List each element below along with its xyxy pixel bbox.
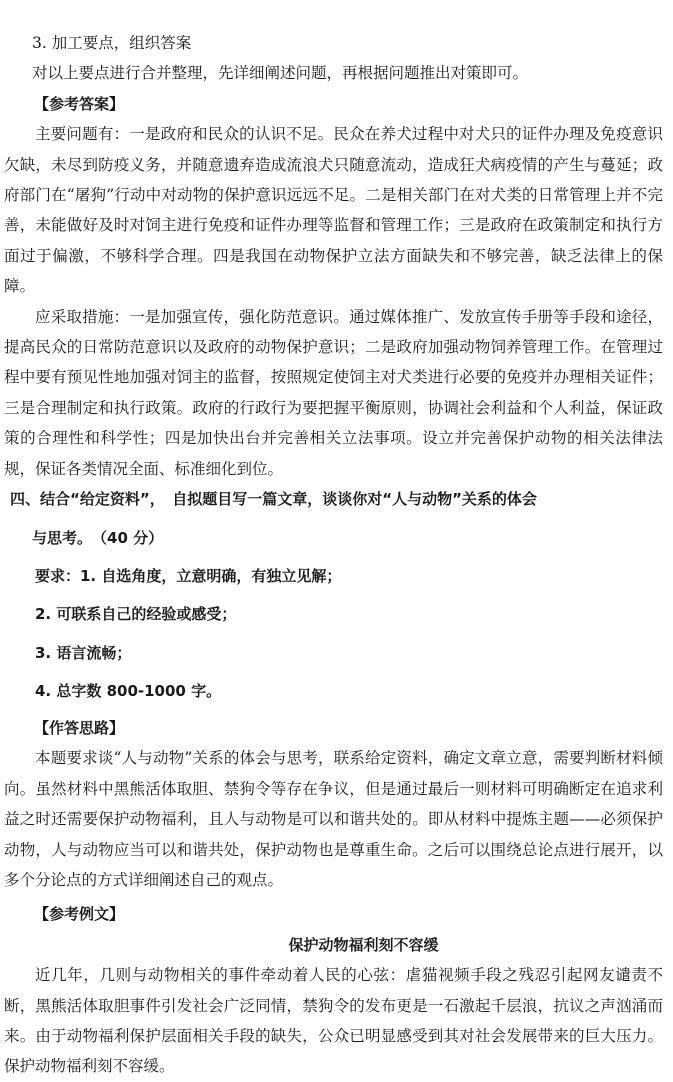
- requirement-4: 4. 总字数 800-1000 字。: [35, 682, 222, 701]
- intro-text: 对以上要点进行合并整理，先详细阐述问题，再根据问题推出对策即可。: [32, 64, 529, 83]
- requirement-2: 2. 可联系自己的经验或感受；: [35, 605, 237, 624]
- essay-title: 保护动物福利刻不容缓: [288, 935, 439, 954]
- answer-paragraph-measures: 应采取措施：一是加强宣传，强化防范意识。通过媒体推广、发放宣传手册等手段和途径，提高民众的日常防范意识以及政府的动物保护意识；二是政府加强动物饲养管理工作。在管理过程中要有预见性地加强对饲主的监督，按照规定使饲主对犬类进行必要的免疫并办理相关证件；三是合理制定和执行政策。政府的行政行为要把握平衡原则，协调社会利益和个人利益，保证政策的合理性和科学性；四是加快出台并完善相关立法事项。设立并完善保护动物的相关法律法规，保证各类情况全面、标准细化到位。: [4, 307, 663, 478]
- approach-label: 【作答思路】: [34, 718, 125, 737]
- intro-heading: 3. 加工要点，组织答案: [32, 34, 192, 52]
- sample-essay-label: 【参考例文】: [34, 905, 125, 924]
- ref-answer-label: 【参考答案】: [34, 94, 125, 113]
- answer-paragraph-problems: 主要问题有：一是政府和民众的认识不足。民众在养犬过程中对犬只的证件办理及免疫意识欠缺，未尽到防疫义务，并随意遗弃造成流浪犬只随意流动，造成狂犬病疫情的产生与蔓延；政府部门在“屠狗”行动中对动物的保护意识远远不足。二是相关部门在对犬类的日常管理上并不完善，未能做好及时对饲主进行免疫和证件办理等监督和管理工作；三是政府在政策制定和执行方面过于偏激，不够科学合理。四是我国在动物保护立法方面缺失和不够完善，缺乏法律上的保障。: [4, 125, 663, 296]
- essay-paragraph-1: 近几年，几则与动物相关的事件牵动着人民的心弦：虐猫视频手段之残忍引起网友谴责不断，黑熊活体取胆事件引发社会广泛同情，禁狗令的发布更是一石激起千层浪，抗议之声汹涌而来。由于动物福利保护层面相关手段的缺失，公众已明显感受到其对社会发展带来的巨大压力。保护动物福利刻不容缓。: [4, 966, 663, 1076]
- requirement-1: 要求：1. 自选角度，立意明确，有独立见解；: [35, 566, 342, 585]
- requirement-3: 3. 语言流畅；: [35, 643, 132, 662]
- section-four-heading-line1: 四、结合“给定资料”， 自拟题目写一篇文章，谈谈你对“人与动物”关系的体会: [10, 490, 537, 509]
- section-four-heading-line2: 与思考。 （40 分）: [32, 528, 164, 547]
- approach-paragraph: 本题要求谈“人与动物”关系的体会与思考，联系给定资料，确定文章立意，需要判断材料倾向。虽然材料中黑熊活体取胆、禁狗令等存在争议，但是通过最后一则材料可明确断定在追求利益之时还需要保护动物福利，且人与动物是可以和谐共处的。即从材料中提炼主题——必须保护动物，人与动物应当可以和谐共处，保护动物也是尊重生命。之后可以围绕总论点进行展开，以多个分论点的方式详细阐述自己的观点。: [4, 749, 663, 889]
